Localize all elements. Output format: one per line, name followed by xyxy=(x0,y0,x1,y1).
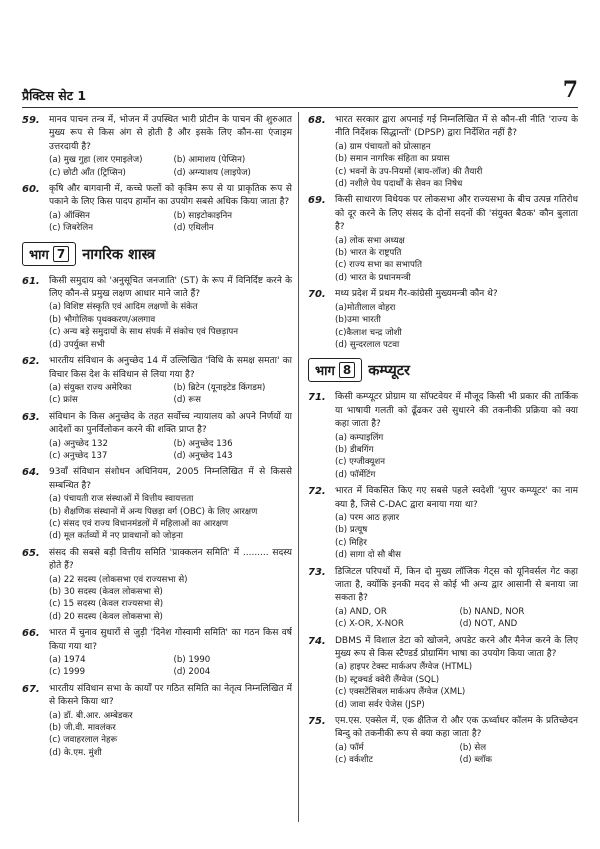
options-list xyxy=(335,606,578,631)
question xyxy=(308,194,578,284)
section-label: भाग xyxy=(29,247,49,263)
option: (d) भारत के प्रधानमन्त्री xyxy=(335,272,411,283)
question-text: 93वाँ संविधान संशोधन अधिनियम, 2005 निम्नलिखित में से किससे सम्बन्धित है? xyxy=(49,467,292,491)
options-list xyxy=(49,438,292,463)
option: (c) अन्य बड़े समुदायों के साथ संपर्क में संकोच एवं पिछड़ापन xyxy=(49,327,239,338)
section-label: भाग xyxy=(315,364,335,380)
option: (b) ब्रिटेन (यूनाइटेड किंगडम) xyxy=(173,382,266,393)
question-text: संसद की सबसे बड़ी वित्तीय समिति 'प्राक्कलन समिति' में ......... सदस्य होते हैं? xyxy=(49,547,292,572)
option: (a) परम आठ हज़ार xyxy=(335,512,400,523)
page-number: 7 xyxy=(562,77,578,103)
options-list xyxy=(49,382,292,407)
question-text: DBMS में विशाल डेटा को खोजने, अपडेट करने और मैनेज करने के लिए मुख्य रूप से किस स्टैण्डर्ड प्रोग्रामिंग भाषा का उपयोग किया जाता है? xyxy=(335,635,578,660)
question-row xyxy=(308,288,578,301)
option: (a) लोक सभा अध्यक्ष xyxy=(335,235,405,246)
option: (b) जी.वी. मावलंकर xyxy=(49,723,116,734)
question-number: 65. xyxy=(22,547,40,559)
question xyxy=(22,627,292,679)
question-number: 69. xyxy=(308,195,326,207)
question xyxy=(308,485,578,561)
question xyxy=(22,183,292,235)
option: (a) AND, OR xyxy=(335,606,387,617)
question-text: भारतीय संविधान के अनुच्छेद 14 में उल्लिखित 'विधि के समक्ष समता' का विचार किस देश के संविधान से लिया गया है? xyxy=(49,356,292,380)
question-row xyxy=(22,683,292,710)
question-number: 62. xyxy=(22,356,40,368)
options-list xyxy=(49,301,292,351)
section-heading xyxy=(308,358,578,382)
question-text: कृषि और बागवानी में, कच्चे फलों को कृत्रिम रूप से या प्राकृतिक रूप से पकाने के लिए किस पादप हार्मोन का उपयोग सबसे अधिक किया जाता है? xyxy=(49,184,292,208)
question-row xyxy=(308,391,578,431)
question-number: 73. xyxy=(308,566,326,578)
question-number: 61. xyxy=(22,275,40,287)
options-list xyxy=(335,742,578,767)
option: (b) स्ट्रक्चर्ड क्वेरी लैंग्वेज (SQL) xyxy=(335,674,440,685)
option: (b) साइटोकाइनिन xyxy=(173,210,233,221)
option: (c) 1999 xyxy=(49,667,86,678)
question-number: 72. xyxy=(308,486,326,498)
option: (b) 30 सदस्य (केवल लोकसभा से) xyxy=(49,587,163,597)
question-row xyxy=(308,635,578,662)
option: (a) संयुक्त राज्य अमेरिका xyxy=(49,382,132,393)
option: (b) NAND, NOR xyxy=(459,606,525,617)
option: (a) मुख गुहा (लार एमाइलेज) xyxy=(49,155,143,166)
options-list xyxy=(49,493,292,543)
option: (a) 22 सदस्य (लोकसभा एवं राज्यसभा से) xyxy=(49,574,188,585)
question-number: 75. xyxy=(308,716,326,728)
question-row xyxy=(22,114,292,154)
options-list xyxy=(49,710,292,760)
option: (a) हाइपर टेक्स्ट मार्कअप लैंग्वेज (HTML) xyxy=(335,662,473,673)
question-row xyxy=(308,715,578,742)
option: (b) भारत के राष्ट्रपति xyxy=(335,248,402,259)
question xyxy=(308,566,578,631)
option: (d) रूस xyxy=(173,395,201,406)
option: (c) एग्जीक्यूशन xyxy=(335,457,386,468)
option: (d) 20 सदस्य (केवल लोकसभा से) xyxy=(49,611,163,622)
header-rule xyxy=(22,107,578,108)
question-text: भारतीय संविधान सभा के कार्यों पर गठित समिति का नेतृत्व निम्नलिखित में से किसने किया था? xyxy=(49,683,292,708)
options-list xyxy=(335,235,578,285)
question-number: 68. xyxy=(308,115,326,126)
question-text: मध्य प्रदेश में प्रथम गैर-कांग्रेसी मुख्यमन्त्री कौन थे? xyxy=(335,289,498,300)
question xyxy=(22,411,292,463)
option: (d) सागा दो सौ बीस xyxy=(335,550,401,561)
question-number: 74. xyxy=(308,635,326,647)
option: (b) प्रत्यूष xyxy=(335,525,368,536)
option: (a) डॉ. बी.आर. अम्बेडकर xyxy=(49,710,133,721)
question-row xyxy=(308,566,578,606)
question-row xyxy=(22,275,292,302)
section-label-box xyxy=(22,242,76,266)
option: (c) 15 सदस्य (केवल राज्यसभा से) xyxy=(49,599,164,610)
question-text: भारत सरकार द्वारा अपनाई गई निम्नलिखित में से कौन-सी नीति 'राज्य के नीति निर्देशक सिद्धान्तों' (DPSP) द्वारा निर्देशित नहीं है? xyxy=(335,115,578,139)
question-text: किसी समुदाय को 'अनुसूचित जनजाति' (ST) के रूप में विनिर्दिष्ट करने के लिए कौन-से प्रमुख लक्षण आधार माने जाते हैं? xyxy=(49,275,292,300)
option: (b)उमा भारती xyxy=(335,315,381,326)
section-number: 8 xyxy=(339,362,355,378)
option: (c) छोटी आँत (ट्रिप्सिन) xyxy=(49,167,126,178)
question-number: 67. xyxy=(22,683,40,695)
right-column xyxy=(308,114,578,771)
option: (b) आमाशय (पेप्सिन) xyxy=(173,155,246,166)
options-list xyxy=(49,210,292,235)
option: (d) के.एम. मुंशी xyxy=(49,747,102,758)
question xyxy=(22,466,292,542)
option: (d) 2004 xyxy=(173,667,211,678)
question-number: 59. xyxy=(22,115,40,126)
question xyxy=(22,355,292,407)
left-column xyxy=(22,114,292,763)
option: (a)मोतीलाल वोहरा xyxy=(335,302,396,313)
option: (b) भौगोलिक पृथक्करण/अलगाव xyxy=(49,314,156,325)
section-title: कम्प्यूटर xyxy=(368,363,410,380)
option: (b) 1990 xyxy=(173,655,211,666)
option: (d) एथिलीन xyxy=(173,223,214,234)
option: (b) डीबगिंग xyxy=(335,444,374,455)
question-row xyxy=(308,485,578,512)
option: (a) कम्पाइलिंग xyxy=(335,432,384,443)
options-list xyxy=(335,141,578,191)
option: (d) NOT, AND xyxy=(459,619,518,630)
option: (d) अनुच्छेद 143 xyxy=(173,450,233,461)
option: (a) पंचायती राज संस्थाओं में वित्तीय स्वायत्तता xyxy=(49,494,194,505)
option: (c) अनुच्छेद 137 xyxy=(49,450,108,461)
question-number: 64. xyxy=(22,467,40,479)
options-list xyxy=(335,512,578,562)
option: (d) नशीले पेय पदार्थों के सेवन का निषेध xyxy=(335,179,463,190)
question-row xyxy=(22,355,292,382)
option: (c) संसद एवं राज्य विधानमंडलों में महिलाओं का आरक्षण xyxy=(49,518,229,529)
option: (d) अग्न्याशय (लाइपेज) xyxy=(173,167,251,178)
section-number: 7 xyxy=(53,246,69,262)
option: (d) फॉर्मेटिंग xyxy=(335,469,376,480)
options-list xyxy=(335,302,578,352)
option: (c) मिहिर xyxy=(335,537,367,548)
option: (a) विशिष्ट संस्कृति एवं आदिम लक्षणों के संकेत xyxy=(49,302,198,313)
question xyxy=(308,715,578,767)
question-row xyxy=(22,627,292,654)
option: (a) 1974 xyxy=(49,655,86,666)
options-list xyxy=(335,432,578,482)
question-number: 71. xyxy=(308,392,326,404)
option: (c) वर्कशीट xyxy=(335,755,373,766)
question-row xyxy=(308,114,578,141)
question-text: किसी साधारण विधेयक पर लोकसभा और राज्यसभा के बीच उत्पन्न गतिरोध को दूर करने के लिए संसद के दोनों सदनों की 'संयुक्त बैठक' कौन बुलाता है? xyxy=(335,195,578,233)
options-list xyxy=(49,654,292,679)
question xyxy=(22,683,292,759)
question-number: 70. xyxy=(308,289,326,301)
option: (a) अनुच्छेद 132 xyxy=(49,438,108,449)
option: (b) शैक्षणिक संस्थानों में अन्य पिछड़ा वर्ग (OBC) के लिए आरक्षण xyxy=(49,506,258,517)
section-title: नागरिक शास्त्र xyxy=(82,246,156,263)
question-number: 66. xyxy=(22,628,40,640)
option: (c) राज्य सभा का सभापति xyxy=(335,260,422,271)
question-row xyxy=(22,183,292,210)
option: (a) ऑक्सिन xyxy=(49,210,90,221)
question-text: संविधान के किस अनुच्छेद के तहत सर्वोच्च न्यायालय को अपने निर्णयों या आदेशों का पुनर्विलोकन करने की शक्ति प्राप्त है? xyxy=(49,411,292,436)
question-text: भारत में विकसित किए गए सबसे पहले स्वदेशी 'सुपर कम्प्यूटर' का नाम क्या है, जिसे C-DAC द्वारा बनाया गया था? xyxy=(335,486,578,510)
option: (c) जवाहरलाल नेहरू xyxy=(49,735,118,746)
option: (c) X-OR, X-NOR xyxy=(335,619,404,630)
question xyxy=(308,114,578,190)
question-number: 63. xyxy=(22,411,40,423)
options-list xyxy=(49,154,292,179)
option: (a) ग्राम पंचायतों को प्रोत्साहन xyxy=(335,141,431,152)
question-number: 60. xyxy=(22,184,40,196)
option: (b) समान नागरिक संहिता का प्रयास xyxy=(335,154,450,165)
option: (a) फॉर्म xyxy=(335,742,364,753)
question-row xyxy=(22,411,292,438)
section-heading xyxy=(22,242,292,266)
question-text: डिजिटल परिपथों में, किन दो मुख्य लॉजिक गेट्स को यूनिवर्सल गेट कहा जाता है, क्योंकि इनकी मदद से कोई भी अन्य द्वार आसानी से बनाया जा सकता है? xyxy=(335,566,578,604)
question-text: मानव पाचन तन्त्र में, भोजन में उपस्थित भारी प्रोटीन के पाचन की शुरुआत मुख्य रूप से किस अंग से होती है और इसके लिए कौन-सा एंजाइम उत्तरदायी है? xyxy=(49,115,292,152)
option: (d) ब्लॉक xyxy=(459,755,493,766)
practice-set-title: प्रैक्टिस सेट 1 xyxy=(22,88,87,103)
option: (b) सेल xyxy=(459,742,487,753)
question-row xyxy=(308,194,578,234)
question xyxy=(308,635,578,711)
question xyxy=(308,288,578,351)
option: (c) फ्रांस xyxy=(49,395,78,406)
question-text: भारत में चुनाव सुधारों से जुड़ी 'दिनेश गोस्वामी समिति' का गठन किस वर्ष किया गया था? xyxy=(49,628,292,652)
option: (d) जावा सर्वर पेजेस (JSP) xyxy=(335,699,425,710)
option: (b) अनुच्छेद 136 xyxy=(173,438,233,449)
option: (c) भवनों के उप-नियमों (बाय-लॉज) की तैयारी xyxy=(335,166,483,177)
question xyxy=(22,275,292,351)
options-list xyxy=(335,661,578,711)
option: (d) उपर्युक्त सभी xyxy=(49,339,105,350)
column-divider xyxy=(298,112,299,822)
options-list xyxy=(49,574,292,624)
option: (c)कैलाश चन्द्र जोशी xyxy=(335,327,402,338)
option: (c) एक्सटेंसिबल मार्कअप लैंग्वेज (XML) xyxy=(335,687,466,698)
section-label-box xyxy=(308,358,362,382)
question xyxy=(22,547,292,623)
question-text: एम.एस. एक्सेल में, एक क्षैतिज रो और एक ऊर्ध्वाधर कॉलम के प्रतिच्छेदन बिन्दु को तकनीकी रूप से क्या कहा जाता है? xyxy=(335,716,578,740)
question xyxy=(22,114,292,179)
option: (d) सुन्दरलाल पटवा xyxy=(335,339,400,350)
option: (c) जिबरेलिन xyxy=(49,223,94,234)
question-row xyxy=(22,547,292,574)
question-text: किसी कम्प्यूटर प्रोग्राम या सॉफ्टवेयर में मौजूद किसी भी प्रकार की तार्किक या भाषायी गलती को ढूँढकर उसे सुधारने की तकनीकी प्रक्रिया को क्या कहा जाता है? xyxy=(335,392,578,430)
question xyxy=(308,391,578,481)
option: (d) मूल कर्तव्यों में नए प्रावधानों को जोड़ना xyxy=(49,531,183,542)
question-row xyxy=(22,466,292,493)
